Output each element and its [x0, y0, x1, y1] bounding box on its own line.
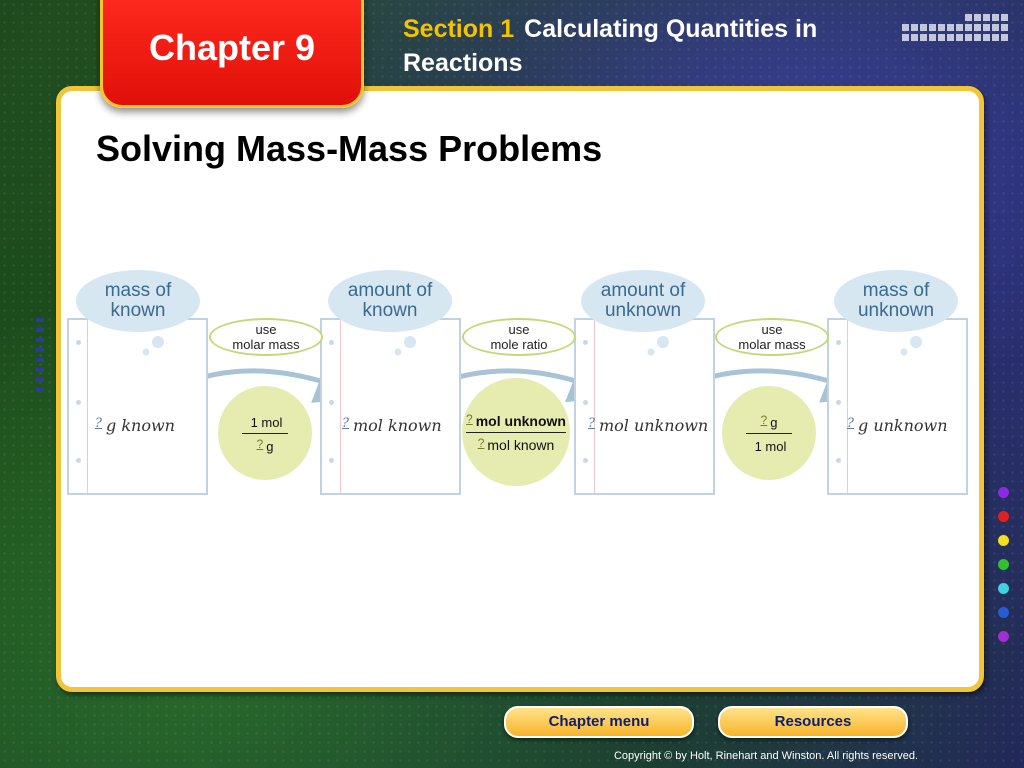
grid-square	[902, 34, 909, 41]
color-dot	[998, 631, 1009, 642]
section-label: Section 1	[403, 15, 515, 43]
grid-square	[974, 14, 981, 21]
bubble-mass-of-known: mass of known	[76, 270, 200, 332]
notepad-card-2	[320, 318, 461, 495]
grid-square	[938, 24, 945, 31]
bubble-mass-of-unknown: mass of unknown	[834, 270, 958, 332]
grid-square	[983, 24, 990, 31]
grid-square	[911, 24, 918, 31]
notepad-card-4	[827, 318, 968, 495]
pill-use-mole-ratio: use mole ratio	[462, 318, 576, 356]
color-dot	[998, 511, 1009, 522]
grid-square	[911, 34, 918, 41]
left-decorative-dots	[36, 318, 48, 428]
fraction-1mol-per-g: 1 mol ? g	[218, 386, 312, 480]
copyright-text: Copyright © by Holt, Rinehart and Winston. All rights reserved.	[613, 750, 918, 762]
section-header	[403, 12, 893, 80]
grid-square	[965, 14, 972, 21]
right-color-dots	[998, 487, 1010, 647]
grid-square	[947, 24, 954, 31]
grid-square	[929, 34, 936, 41]
grid-square	[965, 24, 972, 31]
card-4-text: ? g unknown	[847, 416, 948, 435]
color-dot	[998, 583, 1009, 594]
grid-square	[992, 14, 999, 21]
grid-square	[947, 34, 954, 41]
grid-square	[1001, 24, 1008, 31]
grid-square	[992, 34, 999, 41]
bubble-amount-of-known: amount of known	[328, 270, 452, 332]
mass-mass-diagram	[66, 268, 970, 500]
notepad-card-1	[67, 318, 208, 495]
grid-square	[965, 34, 972, 41]
grid-square	[902, 24, 909, 31]
fraction-g-per-1mol: ? g 1 mol	[722, 386, 816, 480]
grid-square	[1001, 34, 1008, 41]
card-1-text: ? g known	[95, 416, 175, 435]
pill-use-molar-mass-2: use molar mass	[715, 318, 829, 356]
card-3-text: ? mol unknown	[588, 416, 709, 435]
grid-square	[992, 24, 999, 31]
resources-button[interactable]: Resources	[718, 706, 908, 738]
chapter-title: Chapter 9	[148, 27, 316, 68]
pill-use-molar-mass-1: use molar mass	[209, 318, 323, 356]
chapter-tab	[100, 0, 364, 108]
grid-square	[929, 24, 936, 31]
grid-square	[974, 24, 981, 31]
fraction-mole-ratio: ? mol unknown ? mol known	[462, 378, 570, 486]
grid-square	[1001, 14, 1008, 21]
grid-square	[956, 34, 963, 41]
decorative-square-grid	[902, 14, 1014, 54]
grid-square	[938, 34, 945, 41]
bubble-amount-of-unknown: amount of unknown	[581, 270, 705, 332]
grid-square	[920, 34, 927, 41]
notepad-card-3	[574, 318, 715, 495]
chapter-menu-button[interactable]: Chapter menu	[504, 706, 694, 738]
color-dot	[998, 607, 1009, 618]
color-dot	[998, 559, 1009, 570]
section-title: Calculating Quantities in Reactions	[403, 15, 818, 77]
grid-square	[983, 34, 990, 41]
grid-square	[974, 34, 981, 41]
color-dot	[998, 535, 1009, 546]
grid-square	[983, 14, 990, 21]
slide-title: Solving Mass-Mass Problems	[96, 128, 603, 169]
grid-square	[956, 24, 963, 31]
card-2-text: ? mol known	[342, 416, 442, 435]
color-dot	[998, 487, 1009, 498]
grid-square	[920, 24, 927, 31]
